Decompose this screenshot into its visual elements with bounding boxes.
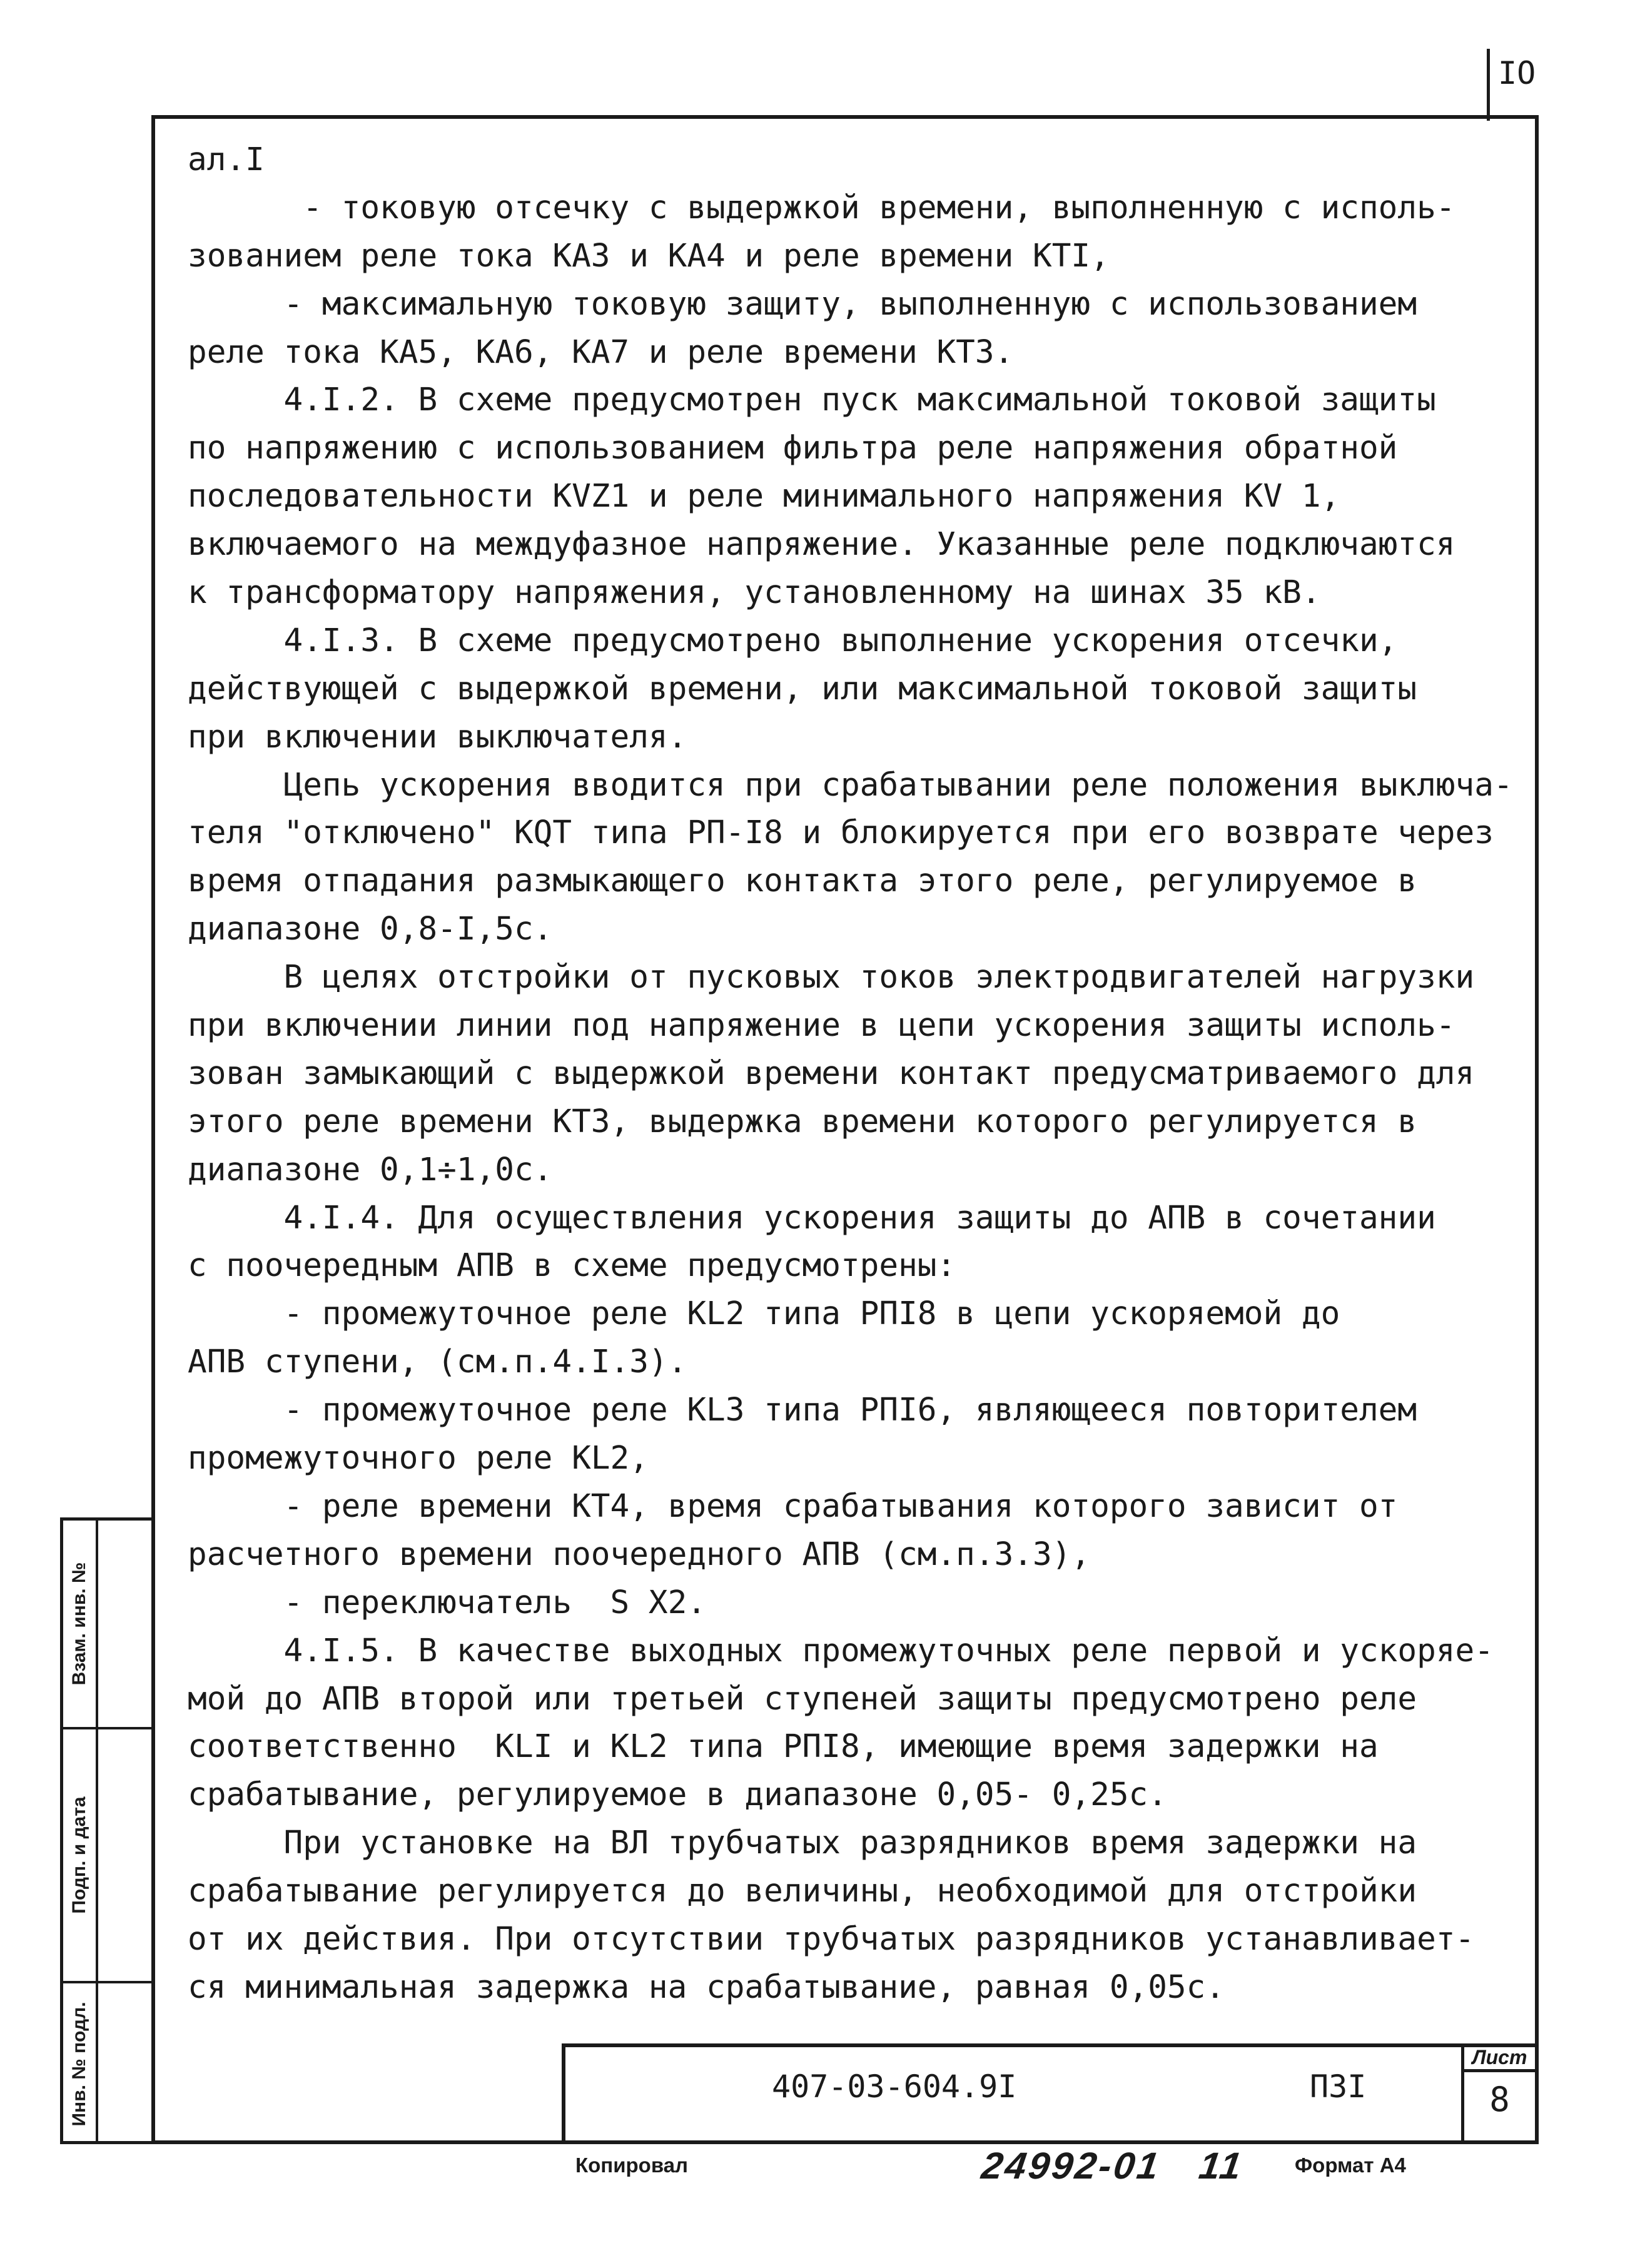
footer-copied: Копировал <box>575 2154 689 2177</box>
page-number: IO <box>1498 55 1536 91</box>
page-number-rule <box>1487 49 1490 121</box>
text-line: - токовую отсечку с выдержкой времени, выполненную с исполь- <box>188 189 1455 226</box>
text-line: действующей с выдержкой времени, или максимальной токовой защиты <box>188 670 1417 707</box>
text-line: соответственно KLI и KL2 типа РПI8, имеющие время задержки на <box>188 1728 1379 1766</box>
text-line: при включении линии под напряжение в цепи ускорения защиты исполь- <box>188 1007 1455 1045</box>
sheet-label: Лист <box>1464 2043 1535 2072</box>
text-line: этого реле времени КТ3, выдержка времени которого регулируется в <box>188 1103 1417 1140</box>
footer-number-text: 24992-01 <box>979 2145 1164 2187</box>
sign-date-cell <box>63 1729 98 1981</box>
document-code: 407-03-604.9I <box>772 2068 1017 2105</box>
text-line: зован замыкающий с выдержкой времени контакт предусматриваемого для <box>188 1055 1475 1092</box>
text-line: расчетного времени поочередного АПВ (см.п.3.3), <box>188 1536 1091 1573</box>
text-line: с поочередным АПВ в схеме предусмотрены: <box>188 1247 956 1285</box>
text-line: диапазоне 0,1÷1,0с. <box>188 1151 553 1188</box>
document-body <box>188 136 1539 2012</box>
sheet-number: 8 <box>1489 2080 1510 2119</box>
text-line: мой до АПВ второй или третьей ступеней защиты предусмотрено реле <box>188 1680 1417 1718</box>
text-line: ся минимальная задержка на срабатывание, равная 0,05с. <box>188 1968 1225 2006</box>
text-line: - реле времени КТ4, время срабатывания которого зависит от <box>188 1487 1398 1525</box>
title-block <box>562 2043 1539 2144</box>
text-line: 4.I.3. В схеме предусмотрено выполнение ускорения отсечки, <box>188 622 1398 659</box>
text-line: 4.I.4. Для осуществления ускорения защиты до АПВ в сочетании <box>188 1199 1436 1237</box>
text-line: срабатывание, регулируемое в диапазоне 0,05- 0,25с. <box>188 1776 1167 1814</box>
text-line: от их действия. При отсутствии трубчатых разрядников устанавливает- <box>188 1920 1475 1958</box>
orig-inv-label: Инв. № подл. <box>69 2001 89 2127</box>
footer-format: Формат А4 <box>1295 2154 1406 2177</box>
sign-date-label: Подп. и дата <box>69 1796 89 1914</box>
text-line: 4.I.5. В качестве выходных промежуточных реле первой и ускоряе- <box>188 1632 1494 1669</box>
text-line: по напряжению с использованием фильтра реле напряжения обратной <box>188 430 1398 467</box>
replaced-inv-cell <box>63 1521 98 1727</box>
sheet-code: ПЗI <box>1310 2068 1367 2105</box>
text-line: диапазоне 0,8-I,5с. <box>188 911 553 948</box>
text-line: АПВ ступени, (см.п.4.I.3). <box>188 1344 687 1381</box>
sheet-box <box>1461 2043 1535 2144</box>
text-line: к трансформатору напряжения, установленному на шинах 35 кВ. <box>188 574 1321 612</box>
text-line: - переключатель S X2. <box>188 1584 707 1621</box>
text-line: При установке на ВЛ трубчатых разрядников время задержки на <box>188 1825 1417 1862</box>
text-line: 4.I.2. В схеме предусмотрен пуск максимальной токовой защиты <box>188 382 1436 419</box>
text-line: промежуточного реле KL2, <box>188 1440 649 1477</box>
text-line: ал.I <box>188 141 265 178</box>
text-line: В целях отстройки от пусковых токов электродвигателей нагрузки <box>188 959 1475 996</box>
text-line: - максимальную токовую защиту, выполненную с использованием <box>188 285 1417 323</box>
text-line: последовательности KVZ1 и реле минимального напряжения KV 1, <box>188 478 1340 515</box>
text-line: реле тока КА5, КА6, КА7 и реле времени КТ3. <box>188 333 1014 371</box>
orig-inv-cell <box>63 1983 98 2144</box>
text-line: теля "отключено" KQT типа РП-I8 и блокируется при его возврате через <box>188 814 1494 852</box>
text-line: зованием реле тока КА3 и КА4 и реле времени КТI, <box>188 237 1110 275</box>
footer-archive-number <box>979 2144 1247 2187</box>
text-line: срабатывание регулируется до величины, необходимой для отстройки <box>188 1873 1417 1910</box>
text-line: включаемого на междуфазное напряжение. Указанные реле подключаются <box>188 526 1455 564</box>
side-stamp <box>60 1517 151 2144</box>
footer-mark: 11 <box>1196 2145 1247 2187</box>
text-line: - промежуточное реле KL2 типа РПI8 в цепи ускоряемой до <box>188 1295 1340 1333</box>
replaced-inv-label: Взам. инв. № <box>69 1562 89 1686</box>
text-line: - промежуточное реле KL3 типа РПI6, являющееся повторителем <box>188 1392 1417 1429</box>
text-line: Цепь ускорения вводится при срабатывании реле положения выключа- <box>188 766 1513 804</box>
text-line: время отпадания размыкающего контакта этого реле, регулируемое в <box>188 863 1417 900</box>
text-line: при включении выключателя. <box>188 718 687 756</box>
